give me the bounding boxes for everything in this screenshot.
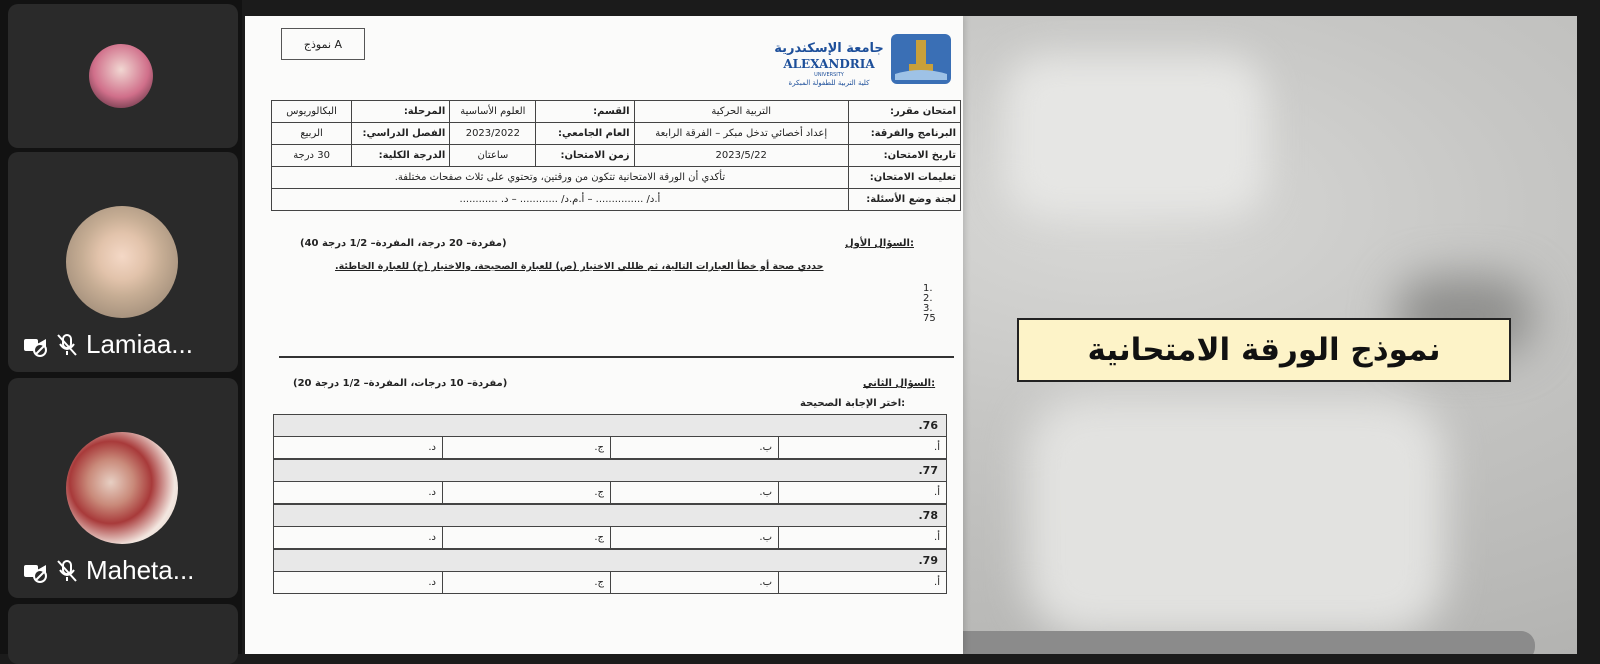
model-label: نموذج A [281,28,365,60]
presentation-slide [245,16,1577,654]
mic-off-icon [54,332,80,358]
exam-paper-image [245,16,963,654]
q1-title: السؤال الأول: [845,238,914,249]
participant-tile[interactable] [8,604,238,664]
avatar [66,206,178,318]
mcq-question-number: .77 [273,459,947,481]
avatar [66,432,178,544]
participant-tile[interactable] [8,378,238,598]
q1-numbers: 1. 2. 3. 75 [923,283,936,324]
participants-sidebar [0,0,242,654]
participant-name [22,329,193,360]
mcq-question-number: .78 [273,504,947,526]
q2-marks: (20 مفردة– 10 درجات، المفردة– 1/2 درجة) [293,378,508,389]
logo-arabic-name: جامعة الإسكندرية [774,41,884,56]
camera-off-icon [22,332,48,358]
alexandria-university-logo [767,30,953,88]
mcq-options-row: أ. ب. ج. د. [273,481,947,504]
mcq-table [273,414,947,594]
mic-off-icon [54,558,80,584]
logo-english-name: ALEXANDRIA [783,57,875,71]
shared-screen [242,0,1600,654]
logo-faculty: كلية التربية للطفولة المبكرة [788,79,870,87]
participant-name-label: Lamiaa... [86,329,193,359]
participant-name-label: Maheta... [86,555,195,585]
exam-info-table: امتحان مقرر: التربية الحركية القسم: العلوم الأساسية المرحلة: البكالوريوس البرنامج والفرقة: إعداد أخصائي تدخل مبكر – الفرقة الرابعة العام الجامعي: 2023/2022 الفصل الدراسي: الربيع تاريخ الامتحان: 2023/5/22 زمن الامتحان: ساعتان الدرجة الكلية: 30 درجة تعليمات الامتحان: تأكدي أن الورقة الامتحانية تتكون من ورقتين، وتحتوي على ثلاث صفحات مختلفة. لجنة وضع الأسئلة: أ.د/ ............... – أ.م.د/ ............ – د. ............ [271,100,961,211]
section-divider [279,356,954,358]
mcq-options-row: أ. ب. ج. د. [273,436,947,459]
logo-english-sub: UNIVERSITY [814,72,844,78]
participant-name [22,555,194,586]
camera-off-icon [22,558,48,584]
participant-tile[interactable] [8,4,238,148]
avatar [89,44,153,108]
stage-top-bar [242,0,1600,16]
q1-instruction: حددي صحة أو خطأ العبارات التالية، ثم ظللي الاختيار (ص) للعبارة الصحيحة، والاختيار (خ) للعبارة الخاطئة. [335,261,824,272]
q2-instruction: اختر الإجابة الصحيحة: [800,398,906,409]
slide-title: نموذج الورقة الامتحانية [1017,318,1511,382]
mcq-options-row: أ. ب. ج. د. [273,571,947,594]
participant-tile[interactable] [8,152,238,372]
q1-marks: (40 مفردة– 20 درجة، المفردة– 1/2 درجة) [300,238,507,249]
mcq-question-number: .76 [273,414,947,436]
mcq-question-number: .79 [273,549,947,571]
q2-title: السؤال الثاني: [863,378,936,389]
mcq-options-row: أ. ب. ج. د. [273,526,947,549]
